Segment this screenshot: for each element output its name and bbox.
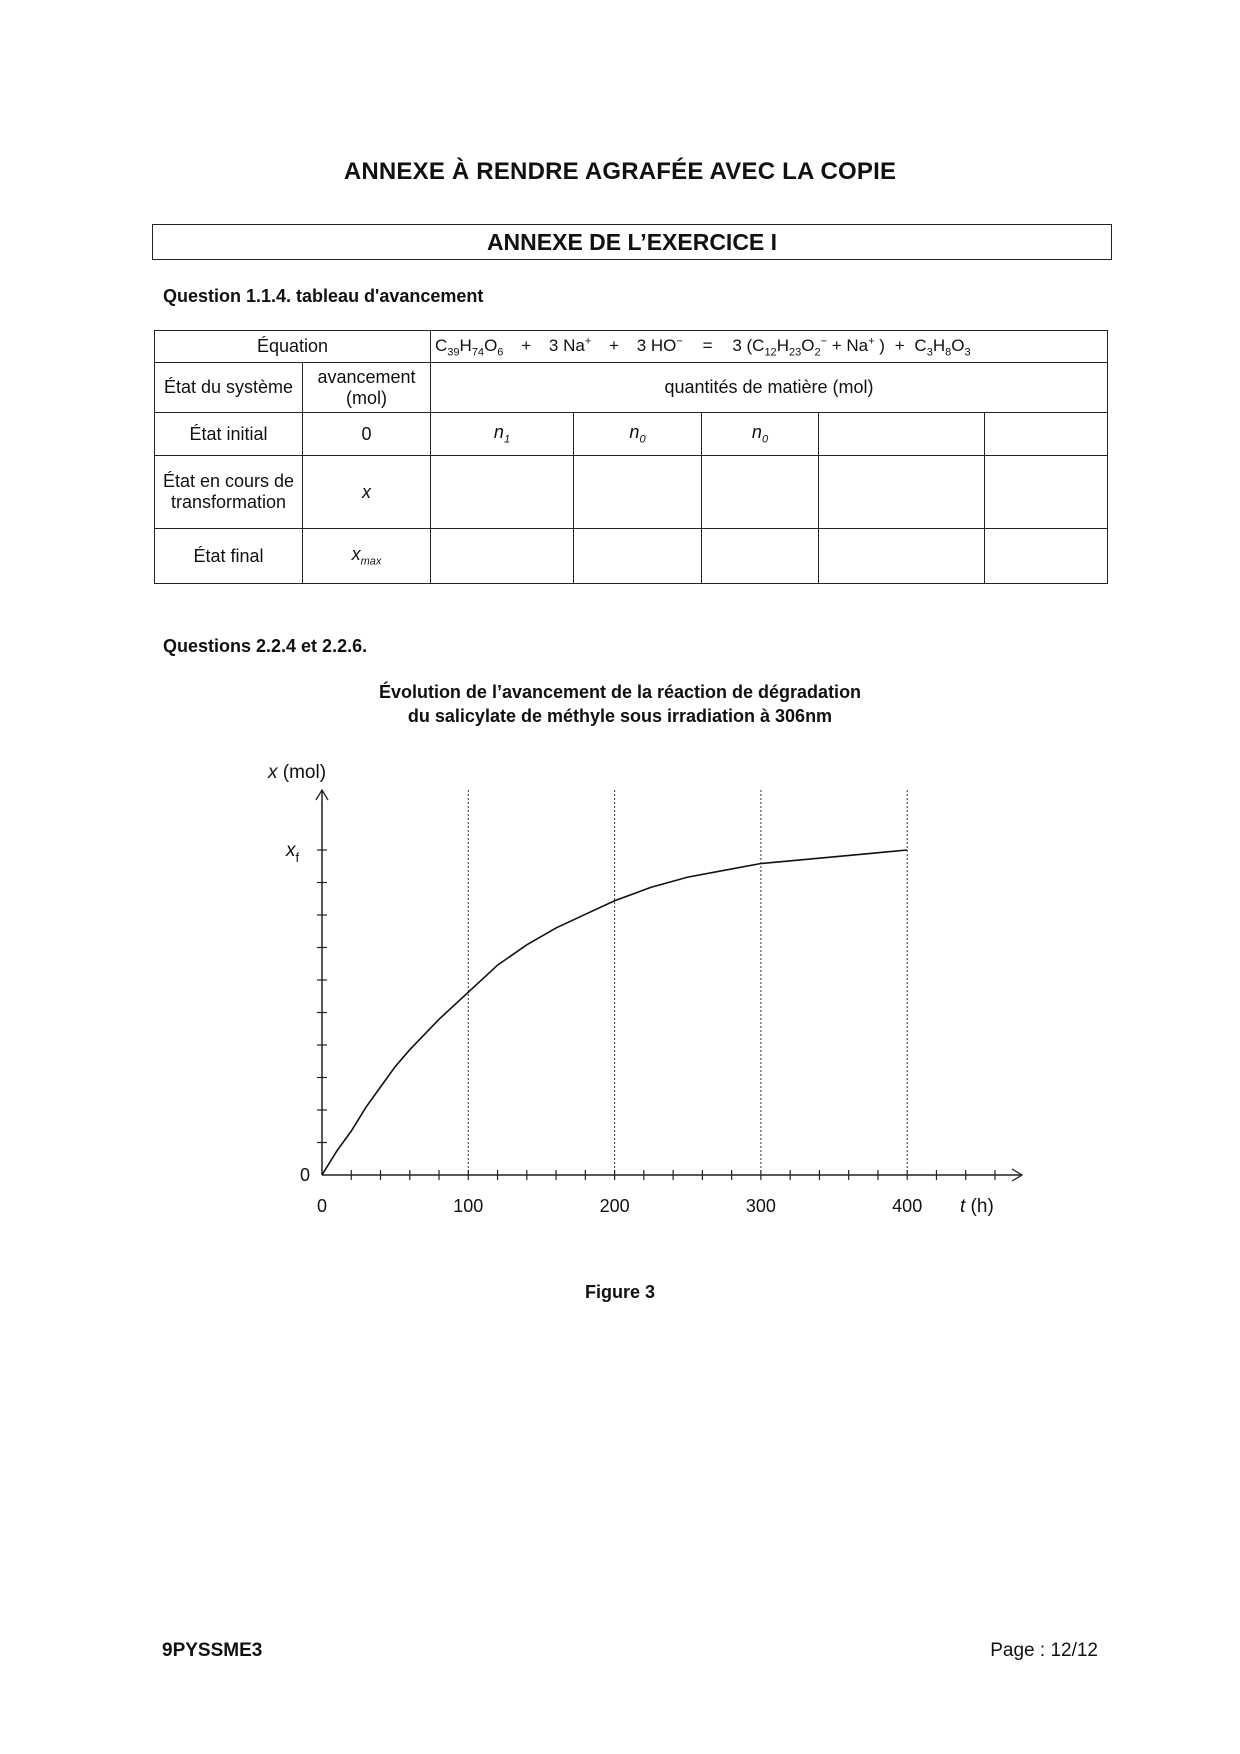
quantity-cell: $n_0$ — [702, 413, 819, 456]
chart-title-line-2: du salicylate de méthyle sous irradiation à 306nm — [407, 706, 833, 726]
y-axis-label: x (mol) — [268, 762, 327, 783]
equation-label: Équation — [155, 331, 431, 363]
equals-sign: = — [702, 335, 713, 355]
quantity-cell: $n_0$ — [574, 413, 702, 456]
quantity-cell: $n_1$ — [431, 413, 574, 456]
question-1-label: Question 1.1.4. tableau d'avancement — [163, 286, 484, 306]
exercise-annex-title: ANNEXE DE L’EXERCICE I — [152, 224, 1112, 260]
figure-caption: Figure 3 — [584, 1282, 655, 1302]
reactant-3: 3 HO− — [636, 334, 683, 355]
page-title: ANNEXE À RENDRE AGRAFÉE AVEC LA COPIE — [343, 158, 897, 185]
plus-sign: + — [609, 335, 619, 355]
progress-cell: 0 — [303, 413, 431, 456]
state-cell: État en cours de transformation — [155, 456, 303, 529]
x-tick-label: 200 — [599, 1196, 630, 1216]
x-tick-label: 100 — [453, 1196, 484, 1216]
x-tick-label: 300 — [745, 1196, 776, 1216]
state-header: État du système — [155, 363, 303, 413]
quantities-header: quantités de matière (mol) — [431, 363, 1108, 413]
product-2: $C_3H_8O_3$ — [914, 335, 971, 359]
reactant-1: $C_{39}H_{74}O_6$ — [435, 335, 504, 359]
state-cell: État final — [155, 529, 303, 584]
reactant-2: 3 Na+ — [548, 334, 592, 355]
xf-label: $x_f$ — [286, 840, 300, 865]
x-tick-label: 0 — [316, 1196, 328, 1216]
chart-title-line-1: Évolution de l’avancement de la réaction de dégradation — [378, 682, 862, 702]
progress-header: avancement (mol) — [303, 363, 431, 413]
footer-code: 9PYSSME3 — [162, 1640, 263, 1661]
progress-cell: x — [303, 456, 431, 529]
question-2-label: Questions 2.2.4 et 2.2.6. — [163, 636, 368, 656]
plus-sign: + — [521, 335, 532, 355]
product-1: 3 ($C_{12}H_{23}O_2^- + Na^+$ ) — [732, 334, 885, 359]
progress-cell: $x_{max}$ — [303, 529, 431, 584]
plus-sign: + — [894, 335, 905, 355]
footer-page-number: Page : 12/12 — [990, 1640, 1098, 1661]
state-cell: État initial — [155, 413, 303, 456]
x-axis-label: t (h) — [960, 1196, 994, 1217]
y-tick-label: 0 — [299, 1165, 310, 1185]
x-tick-label: 400 — [892, 1196, 923, 1216]
